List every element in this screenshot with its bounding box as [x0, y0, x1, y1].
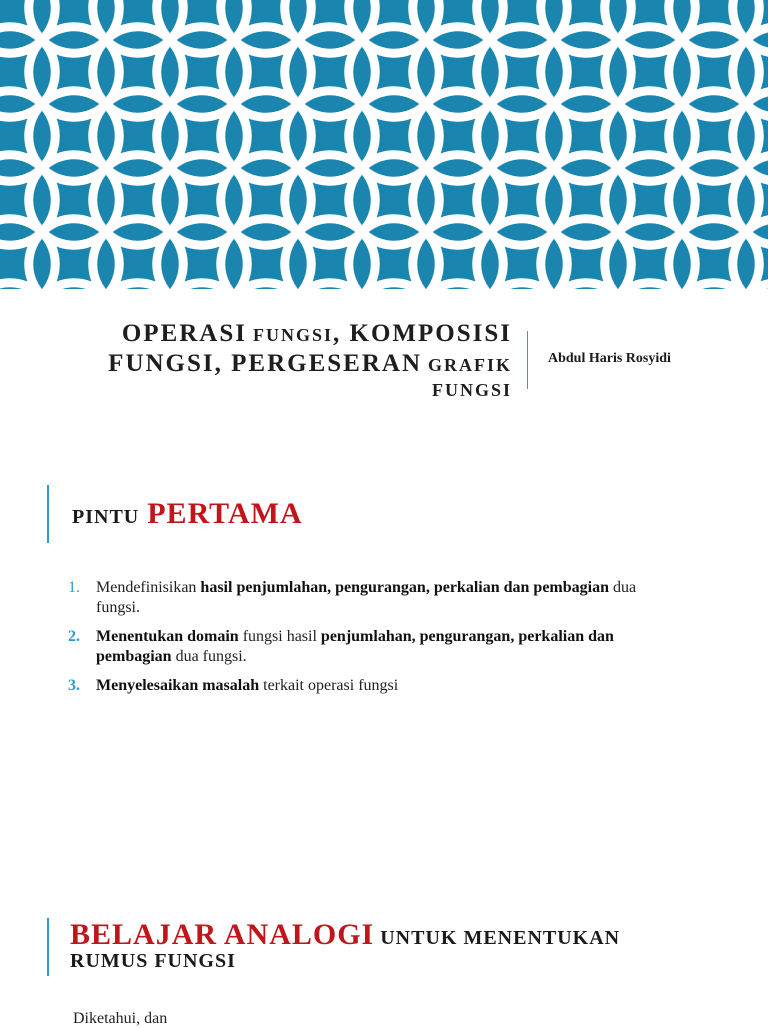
- heading-line-2: RUMUS FUNGSI: [70, 950, 236, 972]
- section-heading: [72, 497, 303, 531]
- title-line-3: FUNGSI: [431, 380, 512, 400]
- item-text-bold: hasil penjumlahan, pengurangan, perkalian dan pembagian: [200, 579, 609, 596]
- title-text: FUNGSI, PERGESERAN: [108, 350, 422, 377]
- header-banner: [0, 0, 768, 289]
- item-text: terkait operasi fungsi: [259, 677, 399, 694]
- item-number: 3.: [68, 677, 80, 694]
- item-text: Mendefinisikan: [96, 579, 201, 596]
- heading-red: PERTAMA: [147, 497, 303, 530]
- title-text: GRAFIK: [428, 355, 512, 375]
- section-accent-bar: [47, 485, 49, 543]
- title-line-1: [60, 320, 512, 350]
- title-divider: [527, 331, 528, 389]
- interlocking-circles-pattern-icon: [0, 0, 768, 289]
- heading-dark: UNTUK MENENTUKAN: [374, 927, 621, 949]
- presentation-title: [60, 320, 512, 400]
- objectives-list: [68, 578, 678, 705]
- heading-small: PINTU: [72, 506, 140, 528]
- body-text: Diketahui, dan: [73, 1010, 168, 1027]
- item-text: dua fungsi.: [96, 579, 637, 616]
- section-heading: [70, 918, 710, 973]
- title-text: FUNGSI: [253, 325, 334, 345]
- item-number: 1.: [68, 579, 80, 596]
- list-item: [68, 578, 678, 618]
- title-line-2: [60, 350, 512, 380]
- author-name: Abdul Haris Rosyidi: [548, 351, 671, 366]
- title-text: OPERASI: [121, 320, 247, 347]
- list-item: [68, 676, 678, 696]
- item-text: dua fungsi.: [171, 648, 247, 665]
- list-item: [68, 627, 678, 667]
- item-text-bold: penjumlahan, pengurangan, perkalian dan pembagian: [96, 628, 614, 665]
- section-accent-bar: [47, 918, 49, 976]
- title-text: , KOMPOSISI: [333, 320, 512, 347]
- heading-red: BELAJAR ANALOGI: [70, 918, 375, 951]
- item-text: fungsi hasil: [238, 628, 321, 645]
- item-number: 2.: [68, 628, 80, 645]
- item-text-bold: Menentukan domain: [96, 628, 239, 645]
- item-text-bold: Menyelesaikan masalah: [96, 677, 260, 694]
